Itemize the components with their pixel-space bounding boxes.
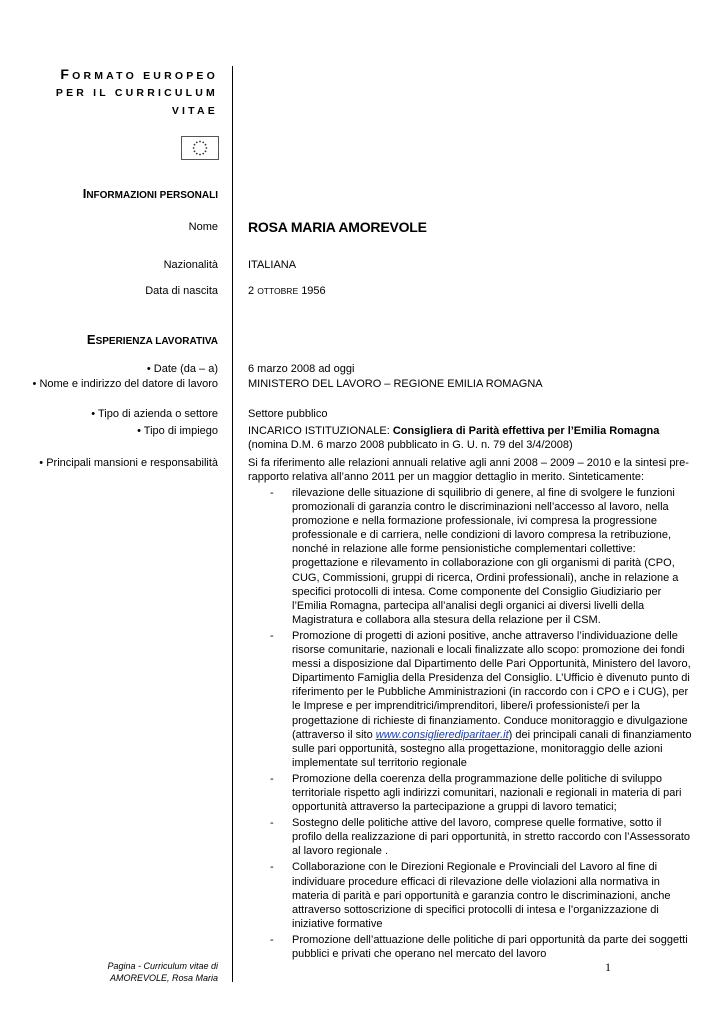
birth-date-value: 2 OTTOBRE 1956 — [248, 285, 326, 297]
eu-flag-icon — [181, 136, 219, 160]
header-line-3: VITAE — [171, 105, 218, 117]
duties-intro: Si fa riferimento alle relazioni annuali relative agli anni 2008 – 2009 – 2010 e la sintesi pre-rapporto relativa all’anno 2011 per un maggior dettaglio in merito. Sinteticamente: — [248, 457, 689, 484]
page-number: 1 — [605, 960, 611, 974]
duties-label: • Principali mansioni e responsabilità — [39, 457, 218, 469]
employer-label: • Nome e indirizzo del datore di lavoro — [32, 378, 218, 390]
website-link[interactable]: www.consiglierediparitaer.it — [375, 728, 509, 741]
nationality-label: Nazionalità — [163, 259, 218, 271]
list-item: - Sostegno delle politiche attive del lavoro, comprese quelle formative, sotto il profilo della realizzazione di pari opportunità, in stretto raccordo con l’Assessorato al lavoro regionale . — [270, 817, 691, 858]
job-type-label: • Tipo di impiego — [137, 425, 218, 437]
birth-date-label: Data di nascita — [145, 285, 218, 297]
nationality-value: ITALIANA — [248, 259, 297, 271]
vertical-divider — [232, 66, 233, 982]
page-footer — [107, 960, 218, 984]
duties-list — [248, 486, 694, 963]
name-label: Nome — [188, 221, 218, 233]
date-value: 6 marzo 2008 ad oggi — [248, 363, 355, 375]
sector-label: • Tipo di azienda o settore — [91, 408, 218, 420]
section-work-experience: ESPERIENZA LAVORATIVA — [86, 332, 218, 347]
list-item: - Promozione della coerenza della programmazione delle politiche di sviluppo territoriale rispetto agli indirizzi comunitari, nazionali e regionali in materia di pari opportunità attraverso la partecipazione a gruppi di lavoro tematici; — [270, 772, 682, 814]
job-type-value: INCARICO ISTITUZIONALE: Consigliera di Parità effettiva per l’Emilia Romagna (nomina D.M. 6 marzo 2008 pubblicato in G. U. n. 79 del 3/4/2008) — [248, 425, 660, 451]
sector-value: Settore pubblico — [248, 408, 328, 420]
employer-value: MINISTERO DEL LAVORO – REGIONE EMILIA ROMAGNA — [248, 378, 543, 390]
list-item: - Collaborazione con le Direzioni Regionale e Provinciali del Lavoro al fine di individuare procedure efficaci di rilevazione delle violazioni alla normativa in materia di parità e pari opportunità e garanzia contro le discriminazioni, anche attraverso sottoscrizione di specifici protocolli di intesa e l’organizzazione di iniziative formative — [270, 861, 671, 930]
name-value: ROSA MARIA AMOREVOLE — [248, 219, 427, 235]
header-line-2: PER IL CURRICULUM — [55, 87, 218, 99]
header-line-1: FORMATO EUROPEO — [60, 66, 218, 82]
list-item: - Promozione dell’attuazione delle politiche di pari opportunità da parte dei soggetti pubblici e privati che operano nel mercato del lavoro — [270, 933, 688, 960]
footer-line-2: AMOREVOLE, Rosa Maria — [109, 973, 218, 983]
date-label: • Date (da – a) — [146, 363, 218, 375]
footer-line-1: Pagina - Curriculum vitae di — [107, 961, 218, 971]
list-item: - Promozione di progetti di azioni positive, anche attraverso l’individuazione delle risorse comunitarie, nazionali e locali finalizzate allo scopo: promozione dei fondi messi a disposizione dal Dipartimento delle Pari Opportunità, Ministero del lavoro, Dipartimento Famiglia della Presidenza del Consiglio. L’Ufficio è divenuto punto di riferimento per le Pubbliche Amministrazioni (in raccordo con i CPO e i CUG), per le Imprese e per imprenditrici/imprenditori, libere/i professioniste/i per la progettazione di richieste di finanziamento. Conduce monitoraggio e divulgazione (attraverso il sito www.consiglierediparitaer.it) dei principali canali di finanziamento sulle pari opportunità, sostegno alla progettazione, monitoraggio delle azioni implementate sul territorio regionale — [270, 629, 692, 769]
section-personal-info: INFORMAZIONI PERSONALI — [82, 186, 218, 201]
list-item: - rilevazione delle situazione di squilibrio di genere, al fine di svolgere le funzioni promozionali di garanzia contro le discriminazioni nell’accesso al lavoro, nella promozione e nella formazione professionale, ivi compresa la progressione professionale e di carriera, nelle condizioni di lavoro compresa la retribuzione, nonché in relazione alle forme pensionistiche complementari collettive: progettazione e rilevamento in collaborazione con gli organismi di parità (CPO, CUG, Commissioni, gruppi di ricerca, Ordini professionali), anche in relazione a specifici protocolli di intesa. Come componente del Consiglio Giudiziario per l’Emilia Romagna, partecipa all’analisi degli organici ai diversi livelli della Magistratura e collabora alla stesura della relazione per il CSM. — [270, 487, 679, 626]
